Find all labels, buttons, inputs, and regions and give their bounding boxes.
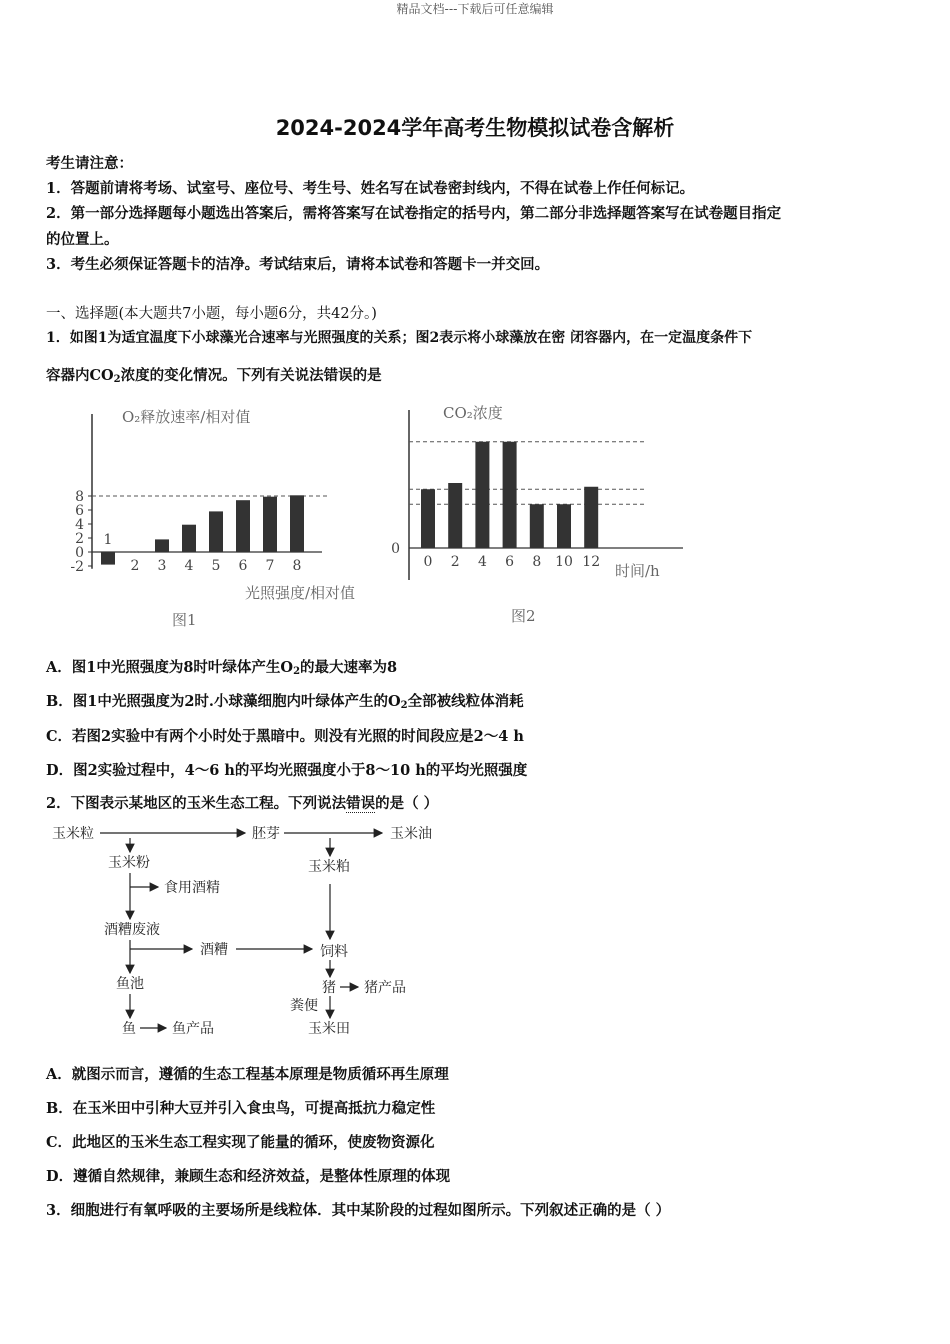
- q2-option-c: C．此地区的玉米生态工程实现了能量的循环，使废物资源化: [46, 1134, 435, 1151]
- q2-option-d: D．遵循自然规律，兼顾生态和经济效益，是整体性原理的体现: [46, 1168, 451, 1185]
- figure-1-ytick-label: -2: [70, 559, 84, 575]
- q1-option-d: D．图2实验过程中，4～6 h的平均光照强度小于8～10 h的平均光照强度: [46, 762, 528, 779]
- notice-item-2: 2．第一部分选择题每小题选出答案后，需将答案写在试卷指定的括号内，第二部分非选择题答案写在试卷题目指定: [46, 205, 782, 222]
- figure-2-bar: [584, 487, 598, 548]
- node-pig: 猪: [322, 980, 336, 996]
- figure-1-xtick-label: 3: [157, 558, 167, 574]
- q1-option-a-text-b: 的最大速率为8: [300, 659, 398, 676]
- figure-2-chart: [385, 398, 695, 633]
- figure-2-xtick-label: 0: [423, 554, 433, 570]
- node-waste-liquid: 酒糟废液: [104, 922, 160, 938]
- node-germ: 胚芽: [252, 826, 280, 842]
- figure-1-bar: [182, 525, 196, 552]
- q1-option-a-sub: 2: [293, 666, 301, 677]
- figure-2-xtick-label: 12: [582, 554, 601, 570]
- figure-1-ytick-label: 2: [75, 531, 84, 547]
- figure-1-caption: 图1: [172, 611, 197, 629]
- figure-1-xtick-label: 2: [130, 558, 140, 574]
- figure-2-xtick-label: 4: [477, 554, 487, 570]
- figure-2-bar: [557, 504, 571, 548]
- q2-stem-text-b: 的是（ ）: [375, 795, 439, 812]
- node-corn-grain: 玉米粒: [52, 826, 94, 842]
- figure-1-ytick-label: 0: [75, 545, 84, 561]
- q1-stem-line1: 1．如图1为适宜温度下小球藻光合速率与光照强度的关系；图2表示将小球藻放在密 闭容器内，在一定温度条件下: [46, 330, 753, 346]
- q1-option-b-text: B．图1中光照强度为2时.小球藻细胞内叶绿体产生的O: [46, 693, 401, 710]
- figure-1-bar: [263, 497, 277, 552]
- node-fish-products: 鱼产品: [172, 1021, 214, 1037]
- figure-1-xtick-label: 1: [103, 532, 113, 548]
- q2-stem-emphasis: 错误: [346, 795, 376, 812]
- q3-stem: 3．细胞进行有氧呼吸的主要场所是线粒体．其中某阶段的过程如图所示。下列叙述正确的是（ ）: [46, 1202, 671, 1219]
- figure-2-ytick-label: 0: [391, 541, 400, 557]
- notice-heading: 考生请注意：: [46, 155, 133, 172]
- figure-2-caption: 图2: [511, 607, 536, 625]
- node-distillers-grains: 酒糟: [200, 942, 228, 958]
- figure-1-xtick-label: 5: [211, 558, 221, 574]
- figure-1-xtick-label: 8: [292, 558, 302, 574]
- node-corn-oil: 玉米油: [390, 826, 432, 842]
- q1-option-b-text-b: 全部被线粒体消耗: [407, 693, 524, 710]
- q2-option-a: A．就图示而言，遵循的生态工程基本原理是物质循环再生原理: [46, 1066, 449, 1083]
- figure-2-xtick-label: 6: [505, 554, 515, 570]
- figure-1-bar: [155, 539, 169, 552]
- corn-ecology-diagram: [40, 818, 460, 1048]
- figure-1-ytick-label: 4: [75, 517, 84, 533]
- notice-item-1: 1．答题前请将考场、试室号、座位号、考生号、姓名写在试卷密封线内，不得在试卷上作任何标记。: [46, 180, 695, 197]
- figure-2-bar: [421, 489, 435, 548]
- node-edible-alcohol: 食用酒精: [164, 880, 220, 896]
- figure-1-bar: [209, 511, 223, 552]
- figure-1-xlabel: 光照强度/相对值: [245, 584, 356, 602]
- q2-stem-text: 2．下图表示某地区的玉米生态工程。下列说法: [46, 795, 347, 812]
- figure-2-xtick-label: 10: [555, 554, 573, 570]
- notice-item-2-cont: 的位置上。: [46, 231, 119, 248]
- node-pig-products: 猪产品: [364, 980, 406, 996]
- figure-1-xtick-label: 6: [238, 558, 248, 574]
- node-fish: 鱼: [122, 1021, 136, 1037]
- figure-2-xlabel: 时间/h: [615, 562, 660, 580]
- figure-1-bar: [236, 500, 250, 552]
- figure-1-bar: [101, 552, 115, 565]
- node-corn-flour: 玉米粉: [108, 855, 150, 871]
- figure-2-xtick-label: 2: [450, 554, 460, 570]
- figure-2-bar: [503, 442, 517, 548]
- figure-1-xtick-label: 7: [265, 558, 275, 574]
- node-corn-field: 玉米田: [308, 1021, 350, 1037]
- figure-1-xtick-label: 4: [184, 558, 194, 574]
- section-heading: 一、选择题(本大题共7小题，每小题6分，共42分。): [46, 306, 377, 322]
- figure-1-ytick-label: 6: [75, 503, 84, 519]
- q1-stem-text-b: 浓度的变化情况。下列有关说法错误的是: [120, 367, 382, 384]
- figure-2-bar: [448, 483, 462, 548]
- node-manure: 粪便: [290, 998, 318, 1014]
- figure-2-title: CO₂浓度: [443, 404, 503, 422]
- q1-stem-sub: 2: [113, 374, 121, 385]
- q2-option-b: B．在玉米田中引种大豆并引入食虫鸟，可提高抵抗力稳定性: [46, 1100, 436, 1117]
- q1-stem-text: 容器内CO: [46, 367, 114, 384]
- q2-stem: [46, 792, 438, 813]
- header-note: 精品文档---下载后可任意编辑: [396, 2, 554, 16]
- figure-1-bar: [290, 495, 304, 552]
- figure-2-bar: [475, 442, 489, 548]
- figure-2-bar: [530, 504, 544, 548]
- q1-option-a-text: A．图1中光照强度为8时叶绿体产生O: [46, 659, 294, 676]
- figure-1-title: O₂释放速率/相对值: [122, 408, 251, 426]
- figure-1-chart: [60, 398, 390, 638]
- page-title: 2024-2024学年高考生物模拟试卷含解析: [275, 116, 675, 140]
- q1-stem-line2: [46, 364, 382, 385]
- node-feed: 饲料: [320, 944, 348, 960]
- q1-option-a: [46, 656, 397, 677]
- node-fish-pond: 鱼池: [116, 976, 144, 992]
- figure-2-xtick-label: 8: [532, 554, 542, 570]
- q1-option-b-sub: 2: [400, 700, 408, 711]
- q1-option-b: [46, 690, 524, 711]
- node-corn-meal: 玉米粕: [308, 859, 350, 875]
- notice-item-3: 3．考生必须保证答题卡的洁净。考试结束后，请将本试卷和答题卡一并交回。: [46, 256, 550, 273]
- figure-1-ytick-label: 8: [75, 489, 84, 505]
- q1-option-c: C．若图2实验中有两个小时处于黑暗中。则没有光照的时间段应是2～4 h: [46, 728, 524, 745]
